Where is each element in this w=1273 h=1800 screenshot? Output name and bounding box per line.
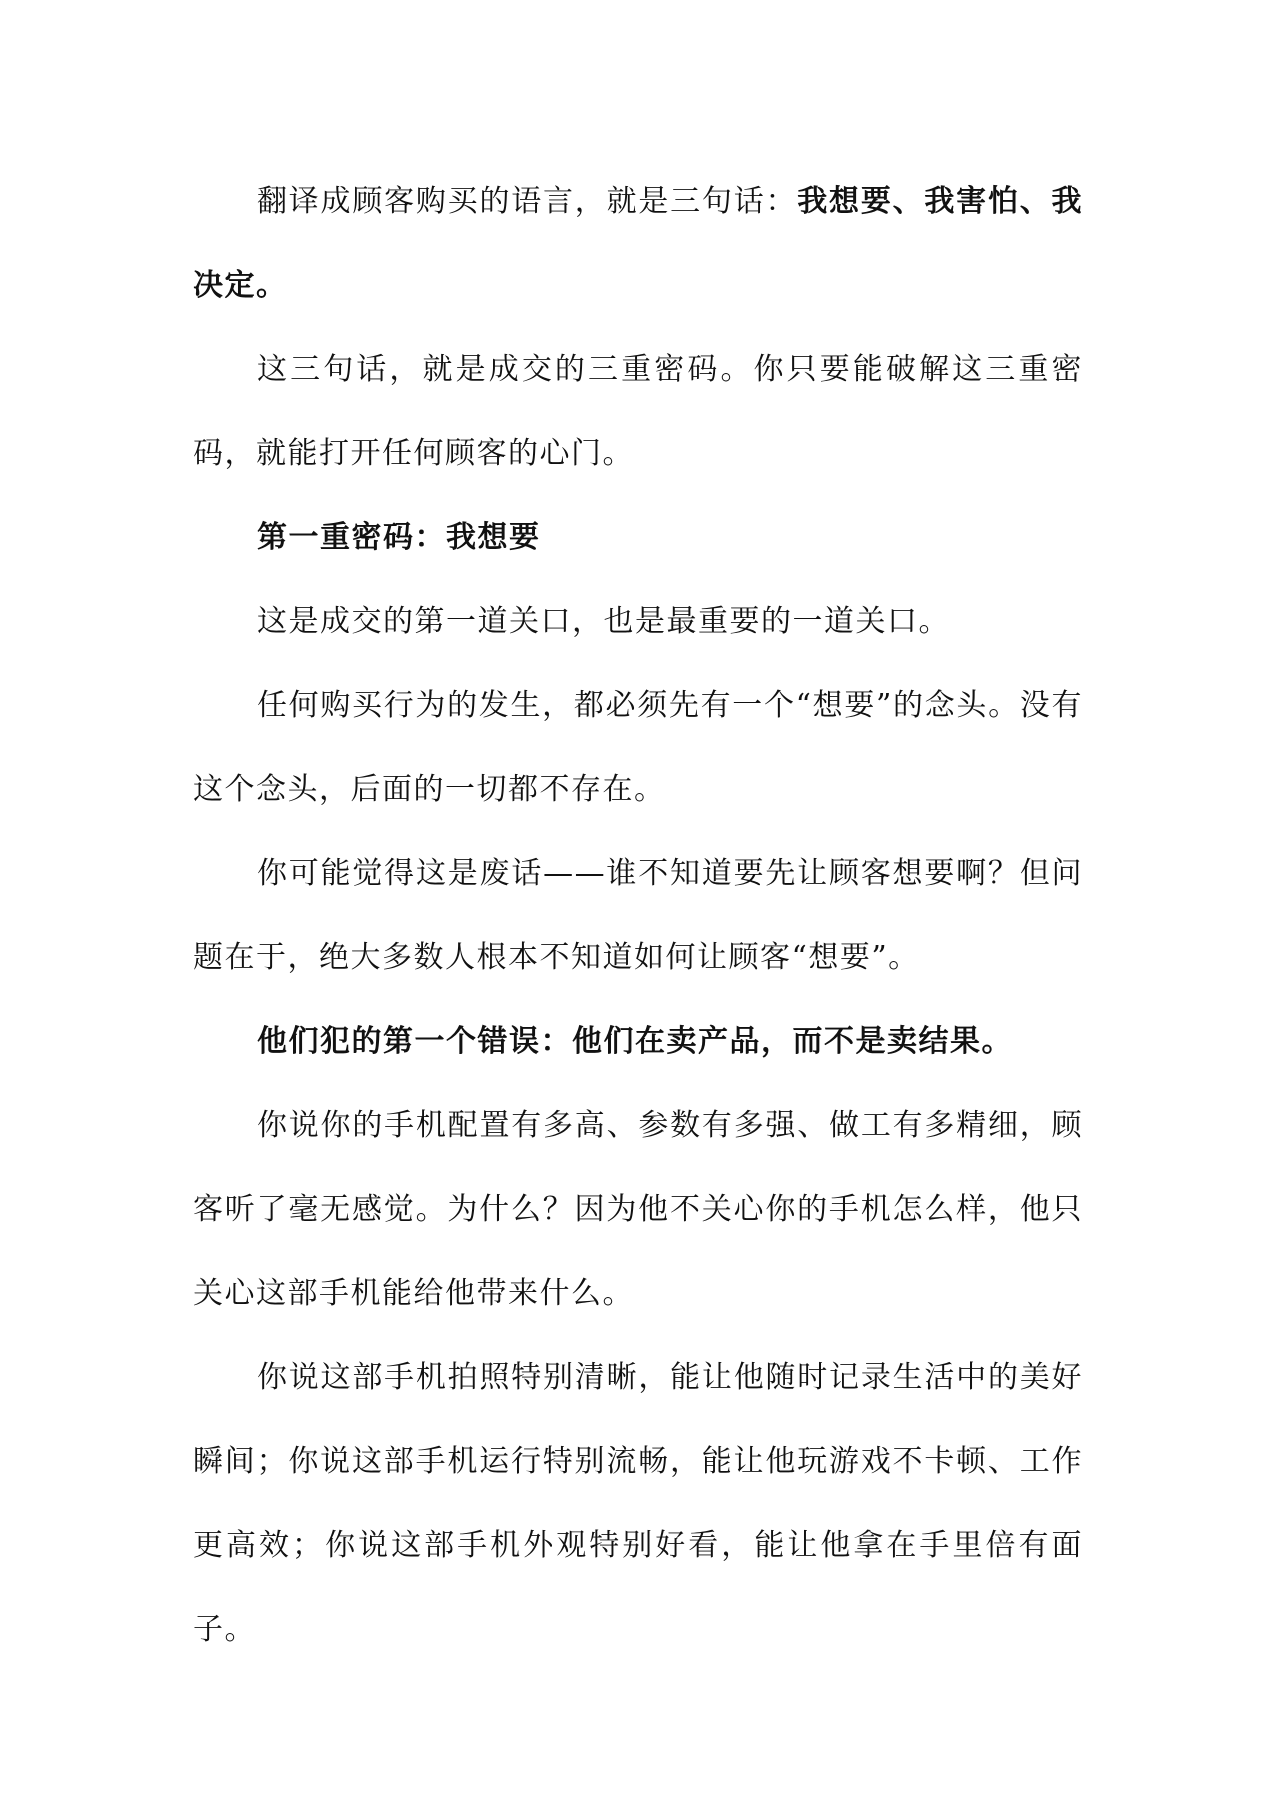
paragraph-bold-text: 我想要、我害怕、我决定。 — [193, 184, 1084, 303]
paragraph-three-phrases — [193, 160, 1083, 328]
paragraph-text: 这是成交的第一道关口，也是最重要的一道关口。 — [257, 604, 950, 639]
paragraph-nonsense — [193, 832, 1083, 1000]
paragraph-text: 翻译成顾客购买的语言，就是三句话： — [257, 184, 798, 219]
section-heading-first-code — [193, 496, 1083, 580]
paragraph-three-codes — [193, 328, 1083, 496]
paragraph-text: 你说这部手机拍照特别清晰，能让他随时记录生活中的美好瞬间；你说这部手机运行特别流畅，能让他玩游戏不卡顿、工作更高效；你说这部手机外观特别好看，能让他拿在手里倍有面子。 — [193, 1360, 1083, 1647]
paragraph-want-thought — [193, 664, 1083, 832]
paragraph-bold-text: 他们犯的第一个错误：他们在卖产品，而不是卖结果。 — [257, 1024, 1013, 1059]
paragraph-first-mistake — [193, 1000, 1083, 1084]
paragraph-phone-specs — [193, 1084, 1083, 1336]
paragraph-phone-benefits — [193, 1336, 1083, 1672]
document-page — [193, 160, 1083, 1672]
paragraph-text: 这三句话，就是成交的三重密码。你只要能破解这三重密码，就能打开任何顾客的心门。 — [193, 352, 1083, 471]
heading-text: 第一重密码：我想要 — [257, 520, 541, 555]
paragraph-text: 任何购买行为的发生，都必须先有一个“想要”的念头。没有这个念头，后面的一切都不存在。 — [193, 688, 1083, 807]
paragraph-text: 你可能觉得这是废话——谁不知道要先让顾客想要啊？但问题在于，绝大多数人根本不知道如何让顾客“想要”。 — [193, 856, 1083, 975]
paragraph-text: 你说你的手机配置有多高、参数有多强、做工有多精细，顾客听了毫无感觉。为什么？因为他不关心你的手机怎么样，他只关心这部手机能给他带来什么。 — [193, 1108, 1083, 1311]
paragraph-first-gate — [193, 580, 1083, 664]
